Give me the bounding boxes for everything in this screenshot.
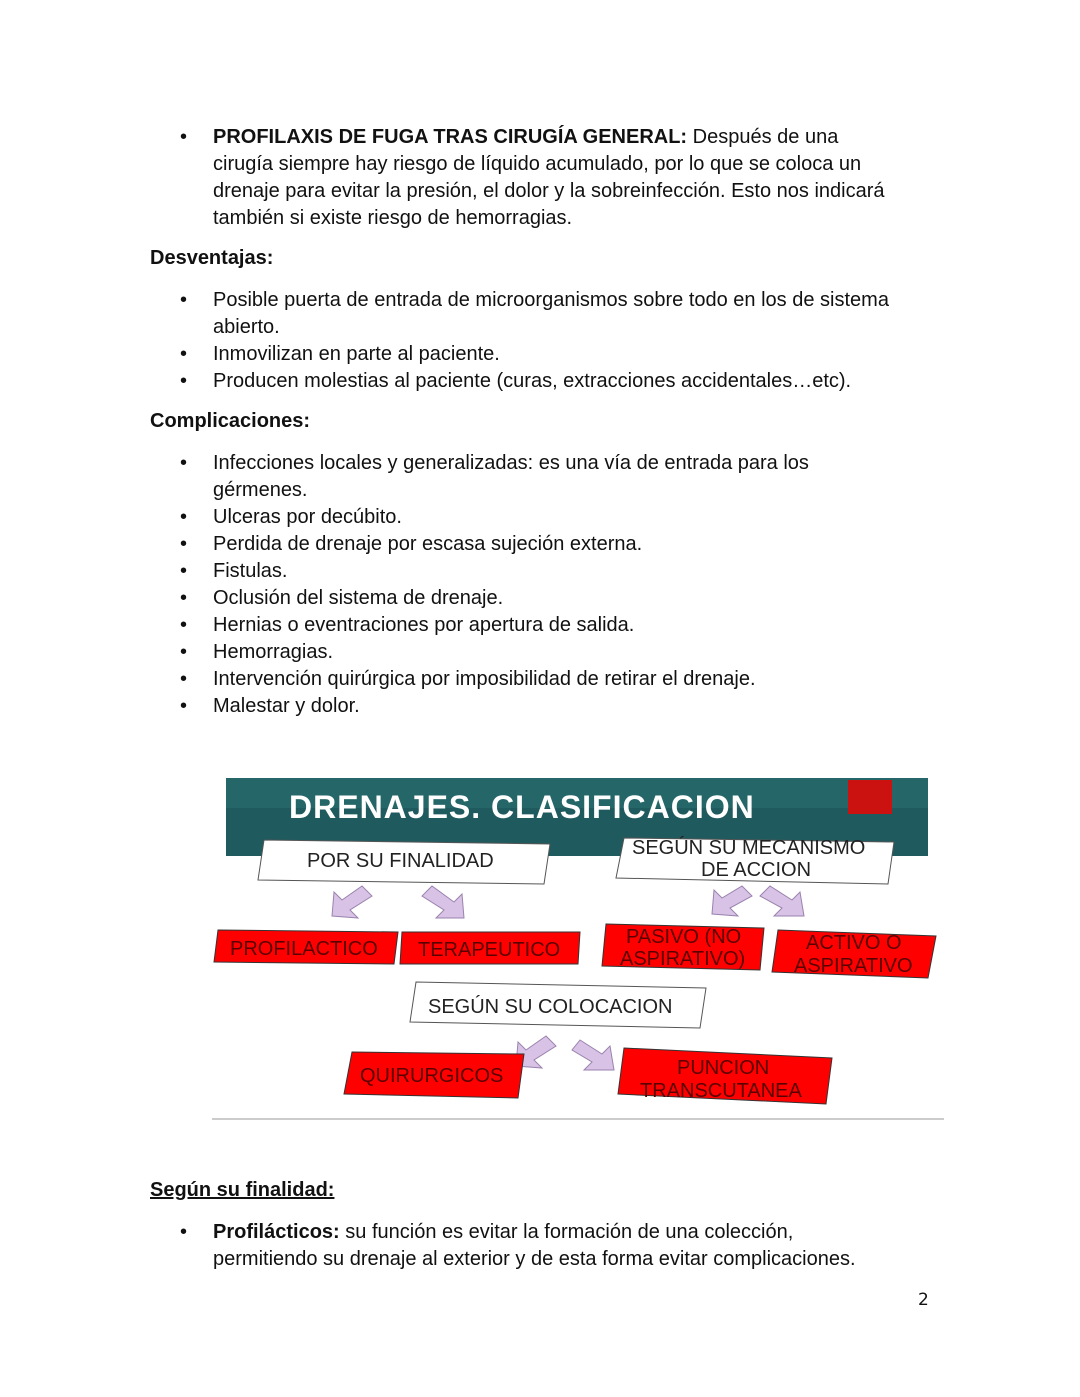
box-mecanismo-label-2: DE ACCION <box>701 859 812 881</box>
list-item: • Profilácticos: su función es evitar la formación de una colección, permitiendo su drenaje al exterior y de esta forma evitar complicaciones. <box>150 1219 950 1273</box>
list-item-text: Posible puerta de entrada de microorganismos sobre todo en los de sistema <box>213 289 889 311</box>
list-item: • PROFILAXIS DE FUGA TRAS CIRUGÍA GENERAL: Después de una cirugía siempre hay riesgo de líquido acumulado, por lo que se coloca un drenaje para evitar la presión, el dolor y la sobreinfección. Esto nos indicará también si existe riesgo de hemorragias. <box>150 124 950 232</box>
box-colocacion-label: SEGÚN SU COLOCACION <box>428 996 673 1018</box>
arrow-down-left <box>332 886 372 918</box>
list-item-text: Oclusión del sistema de drenaje. <box>213 587 504 609</box>
list-item <box>150 531 950 558</box>
list-item-text: Hemorragias. <box>213 641 334 663</box>
list-item <box>150 666 950 693</box>
box-finalidad-label: POR SU FINALIDAD <box>307 850 494 872</box>
label-pasivo-2: ASPIRATIVO) <box>620 948 746 970</box>
label-terapeutico: TERAPEUTICO <box>418 939 561 961</box>
list-item <box>150 693 950 720</box>
arrow-down-right <box>572 1040 614 1070</box>
label-puncion-1: PUNCION <box>677 1057 770 1079</box>
profilacticos-label: Profilácticos: <box>213 1221 340 1243</box>
list-item-text: Ulceras por decúbito. <box>213 506 402 528</box>
list-item-text: Hernias o eventraciones por apertura de salida. <box>213 614 635 636</box>
finalidad-list <box>150 1219 950 1273</box>
label-quirurgicos: QUIRURGICOS <box>360 1065 504 1087</box>
label-profilactico: PROFILACTICO <box>230 938 378 960</box>
complicaciones-heading: Complicaciones: <box>150 410 311 432</box>
list-item-text: Intervención quirúrgica por imposibilidad de retirar el drenaje. <box>213 668 756 690</box>
red-square-decoration <box>848 780 892 814</box>
list-item <box>150 585 950 612</box>
drenajes-classification-diagram <box>212 778 944 1120</box>
diagram-title: DRENAJES. CLASIFICACION <box>289 789 755 825</box>
desventajas-list <box>150 287 950 395</box>
list-item-text: gérmenes. <box>213 479 308 501</box>
list-item-text: Inmovilizan en parte al paciente. <box>213 343 500 365</box>
label-pasivo-1: PASIVO (NO <box>626 926 742 948</box>
arrow-down-right <box>760 886 804 916</box>
finalidad-section <box>150 1177 950 1273</box>
list-item-text: Infecciones locales y generalizadas: es una vía de entrada para los <box>213 452 809 474</box>
list-item <box>150 341 950 368</box>
arrow-down-right <box>422 886 464 918</box>
list-item <box>150 287 950 341</box>
list-item-text: abierto. <box>213 316 280 338</box>
profilaxis-list <box>150 124 950 232</box>
list-item <box>150 450 950 504</box>
box-mecanismo-label-1: SEGÚN SU MECANISMO <box>632 837 866 859</box>
list-item-text: Fistulas. <box>213 560 288 582</box>
segun-finalidad-heading: Según su finalidad: <box>150 1179 335 1201</box>
list-item <box>150 612 950 639</box>
list-item-text: Malestar y dolor. <box>213 695 360 717</box>
list-item <box>150 504 950 531</box>
label-puncion-2: TRANSCUTANEA <box>640 1080 802 1102</box>
arrow-down-left <box>712 886 752 916</box>
profilaxis-label: PROFILAXIS DE FUGA TRAS CIRUGÍA GENERAL: <box>213 126 688 148</box>
desventajas-heading: Desventajas: <box>150 247 274 269</box>
page-number: 2 <box>918 1290 929 1310</box>
list-item <box>150 639 950 666</box>
label-activo-2: ASPIRATIVO <box>794 955 913 977</box>
list-item-text: Perdida de drenaje por escasa sujeción externa. <box>213 533 643 555</box>
list-item-text: Producen molestias al paciente (curas, extracciones accidentales…etc). <box>213 370 852 392</box>
page-body <box>150 124 950 720</box>
list-item <box>150 558 950 585</box>
label-activo-1: ACTIVO O <box>806 932 902 954</box>
list-item <box>150 368 950 395</box>
complicaciones-list <box>150 450 950 720</box>
